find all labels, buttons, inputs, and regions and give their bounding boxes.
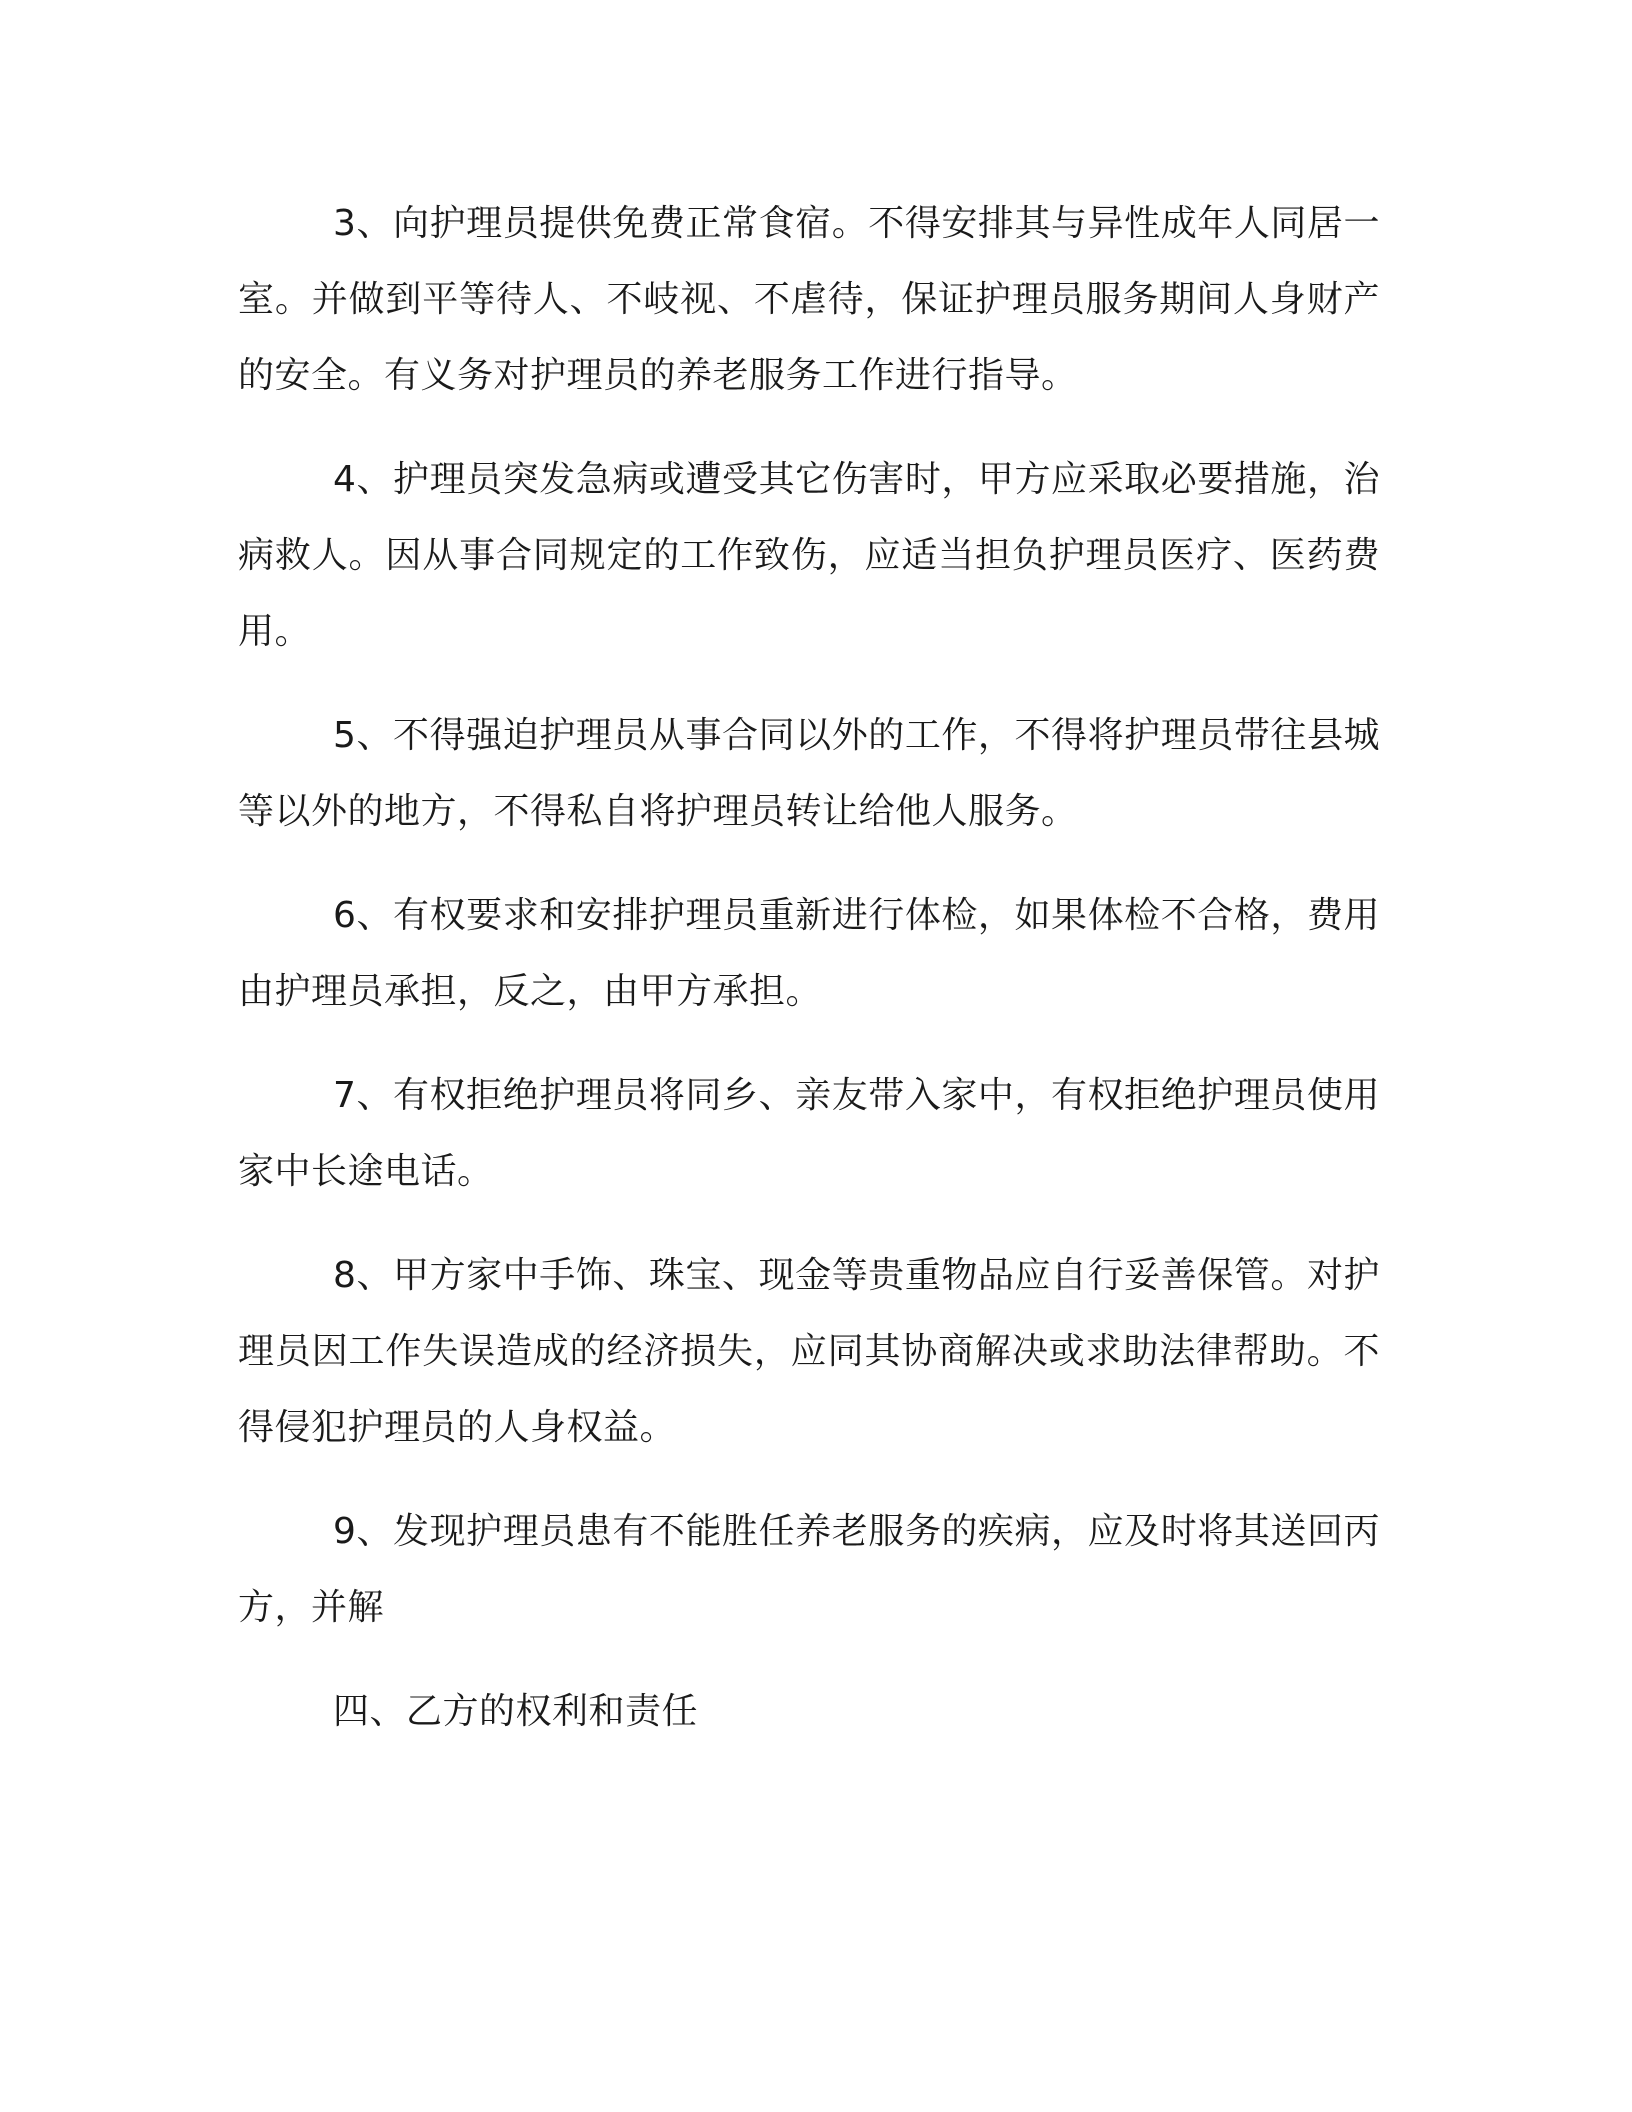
clause-5: 5、不得强迫护理员从事合同以外的工作，不得将护理员带往县城等以外的地方，不得私自将护理员转让给他人服务。 [238, 715, 1380, 832]
clause-7: 7、有权拒绝护理员将同乡、亲友带入家中，有权拒绝护理员使用家中长途电话。 [238, 1075, 1380, 1192]
document-body [238, 186, 1380, 1778]
section-heading: 四、乙方的权利和责任 [333, 1691, 699, 1732]
clause-6: 6、有权要求和安排护理员重新进行体检，如果体检不合格，费用由护理员承担，反之，由甲方承担。 [238, 895, 1380, 1012]
clause-8: 8、甲方家中手饰、珠宝、现金等贵重物品应自行妥善保管。对护理员因工作失误造成的经济损失，应同其协商解决或求助法律帮助。不得侵犯护理员的人身权益。 [238, 1255, 1380, 1448]
clause-3: 3、向护理员提供免费正常食宿。不得安排其与异性成年人同居一室。并做到平等待人、不岐视、不虐待，保证护理员服务期间人身财产的安全。有义务对护理员的养老服务工作进行指导。 [238, 203, 1380, 396]
clause-9: 9、发现护理员患有不能胜任养老服务的疾病，应及时将其送回丙方，并解 [238, 1511, 1380, 1628]
clause-4: 4、护理员突发急病或遭受其它伤害时，甲方应采取必要措施，治病救人。因从事合同规定的工作致伤，应适当担负护理员医疗、医药费用。 [238, 459, 1380, 652]
